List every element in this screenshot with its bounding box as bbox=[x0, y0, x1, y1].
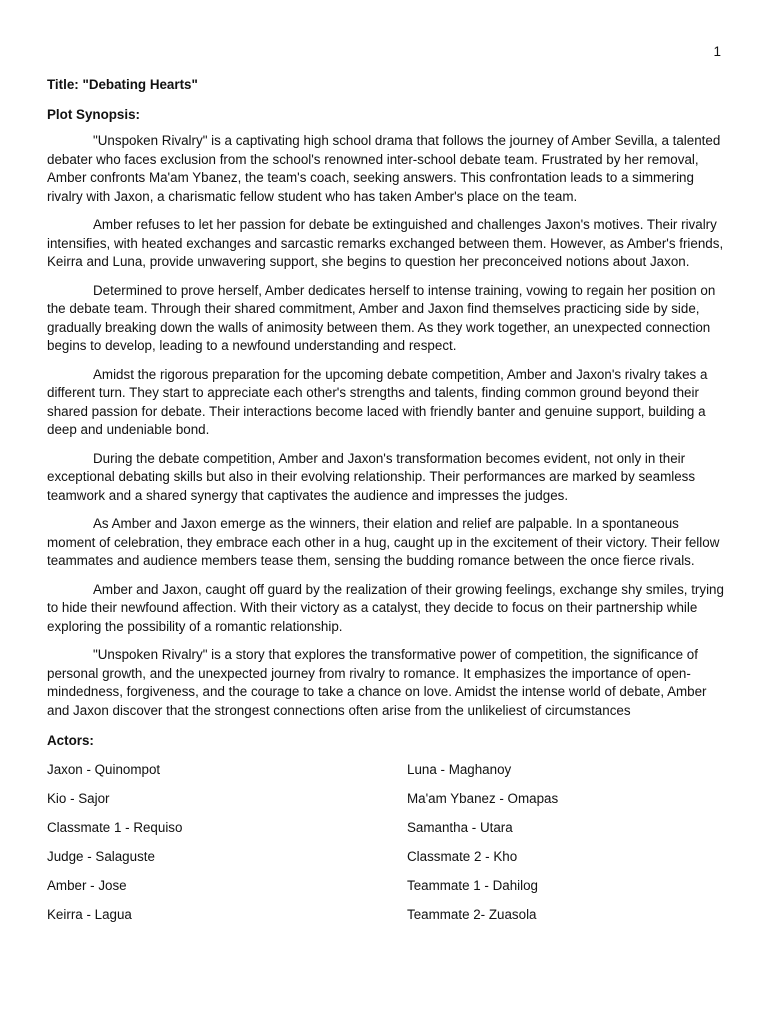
actor-entry: Ma'am Ybanez - Omapas bbox=[407, 790, 559, 806]
actor-entry: Jaxon - Quinompot bbox=[47, 761, 161, 777]
synopsis-paragraph: As Amber and Jaxon emerge as the winners, their elation and relief are palpable. In a spontaneous moment of celebration, they embrace each other in a hug, caught up in the excitement of their victory. Their fellow teammates and audience members tease them, sensing the budding romance between the once fierce rivals. bbox=[47, 516, 720, 568]
actor-entry: Teammate 2- Zuasola bbox=[407, 906, 537, 922]
synopsis-paragraph: "Unspoken Rivalry" is a story that explores the transformative power of competition, the significance of personal growth, and the unexpected journey from rivalry to romance. It emphasizes the importance of open-mindedness, forgiveness, and the courage to take a chance on love. Amidst the intense world of debate, Amber and Jaxon discover that the strongest connections often arise from the unlikeliest of circumstances bbox=[47, 647, 707, 718]
synopsis-paragraph: Amber refuses to let her passion for debate be extinguished and challenges Jaxon's motives. Their rivalry intensifies, with heated exchanges and sarcastic remarks exchanged between them. However, as Amber's friends, Keirra and Luna, provide unwavering support, she begins to question her preconceived notions about Jaxon. bbox=[47, 217, 724, 269]
synopsis-paragraph: Amber and Jaxon, caught off guard by the realization of their growing feelings, exchange shy smiles, trying to hide their newfound affection. With their victory as a catalyst, they decide to focus on their partnership while exploring the possibility of a romantic relationship. bbox=[47, 581, 724, 634]
actor-entry: Kio - Sajor bbox=[47, 790, 110, 806]
actor-entry: Samantha - Utara bbox=[407, 819, 513, 835]
actor-entry: Luna - Maghanoy bbox=[407, 761, 512, 777]
document-body bbox=[47, 76, 727, 924]
page-number: 1 bbox=[713, 44, 721, 59]
synopsis-paragraph: During the debate competition, Amber and Jaxon's transformation becomes evident, not only in their exceptional debating skills but also in their evolving relationship. Their performances are marked by seamless teamwork and a shared synergy that captivates the audience and impresses the judges. bbox=[47, 450, 696, 503]
actor-entry: Judge - Salaguste bbox=[47, 848, 155, 864]
actor-entry: Classmate 1 - Requiso bbox=[47, 819, 183, 835]
actor-entry: Keirra - Lagua bbox=[47, 906, 132, 922]
document-title: Title: "Debating Hearts" bbox=[47, 77, 198, 92]
synopsis-paragraph: "Unspoken Rivalry" is a captivating high school drama that follows the journey of Amber Sevilla, a talented debater who faces exclusion from the school's renowned inter-school debate team. Frustrated by her removal, Amber confronts Ma'am Ybanez, the team's coach, seeking answers. This confrontation leads to a simmering rivalry with Jaxon, a charismatic fellow student who has taken Amber's place on the team. bbox=[47, 133, 721, 204]
actor-entry: Teammate 1 - Dahilog bbox=[407, 877, 538, 893]
actor-entry: Classmate 2 - Kho bbox=[407, 848, 518, 864]
actors-list bbox=[47, 761, 727, 925]
synopsis-paragraph: Amidst the rigorous preparation for the upcoming debate competition, Amber and Jaxon's rivalry takes a different turn. They start to appreciate each other's strengths and talents, finding common ground beyond their shared passion for debate. Their interactions become laced with friendly banter and genuine support, building a deep and undeniable bond. bbox=[47, 366, 708, 437]
synopsis-paragraph: Determined to prove herself, Amber dedicates herself to intense training, vowing to regain her position on the debate team. Through their shared commitment, Amber and Jaxon find themselves practicing side by side, gradually breaking down the walls of animosity between them. As they work together, an unexpected connection begins to develop, leading to a newfound understanding and respect. bbox=[47, 282, 716, 353]
actor-entry: Amber - Jose bbox=[47, 877, 127, 893]
plot-synopsis-heading: Plot Synopsis: bbox=[47, 106, 141, 122]
actors-heading: Actors: bbox=[47, 733, 94, 748]
